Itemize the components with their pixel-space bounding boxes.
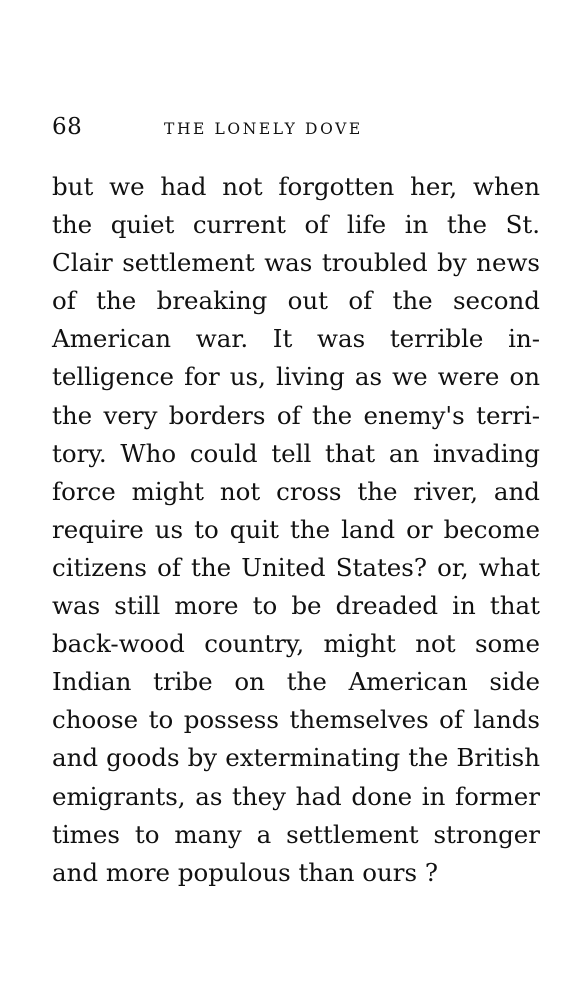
- text-line: telligence for us, living as we were on: [52, 362, 540, 392]
- page-number: 68: [52, 114, 83, 140]
- text-line: but we had not forgotten her, when: [52, 172, 540, 201]
- running-title: THE LONELY DOVE: [164, 120, 363, 138]
- text-line: and goods by exterminating the British: [52, 743, 540, 773]
- text-line: Indian tribe on the American side: [52, 667, 540, 697]
- text-line: Clair settlement was troubled by news: [52, 248, 540, 278]
- text-line: tory. Who could tell that an invading: [52, 438, 540, 468]
- text-line: require us to quit the land or become: [52, 514, 540, 544]
- text-line: of the breaking out of the second: [52, 286, 540, 316]
- text-line: emigrants, as they had done in former: [52, 781, 540, 811]
- text-line: times to many a settlement stronger: [52, 819, 540, 849]
- text-line: American war. It was terrible in-: [52, 324, 540, 354]
- text-line: force might not cross the river, and: [52, 476, 540, 506]
- text-line: was still more to be dreaded in that: [52, 591, 540, 621]
- page-header: [52, 112, 542, 142]
- text-line: the very borders of the enemy's terri-: [52, 400, 540, 430]
- text-line: citizens of the United States? or, what: [52, 552, 540, 582]
- text-line: and more populous than ours ?: [52, 857, 438, 887]
- body-text: [52, 168, 540, 892]
- text-line: choose to possess themselves of lands: [52, 705, 540, 735]
- text-line: back-wood country, might not some: [52, 629, 540, 659]
- text-line: the quiet current of life in the St.: [52, 210, 540, 240]
